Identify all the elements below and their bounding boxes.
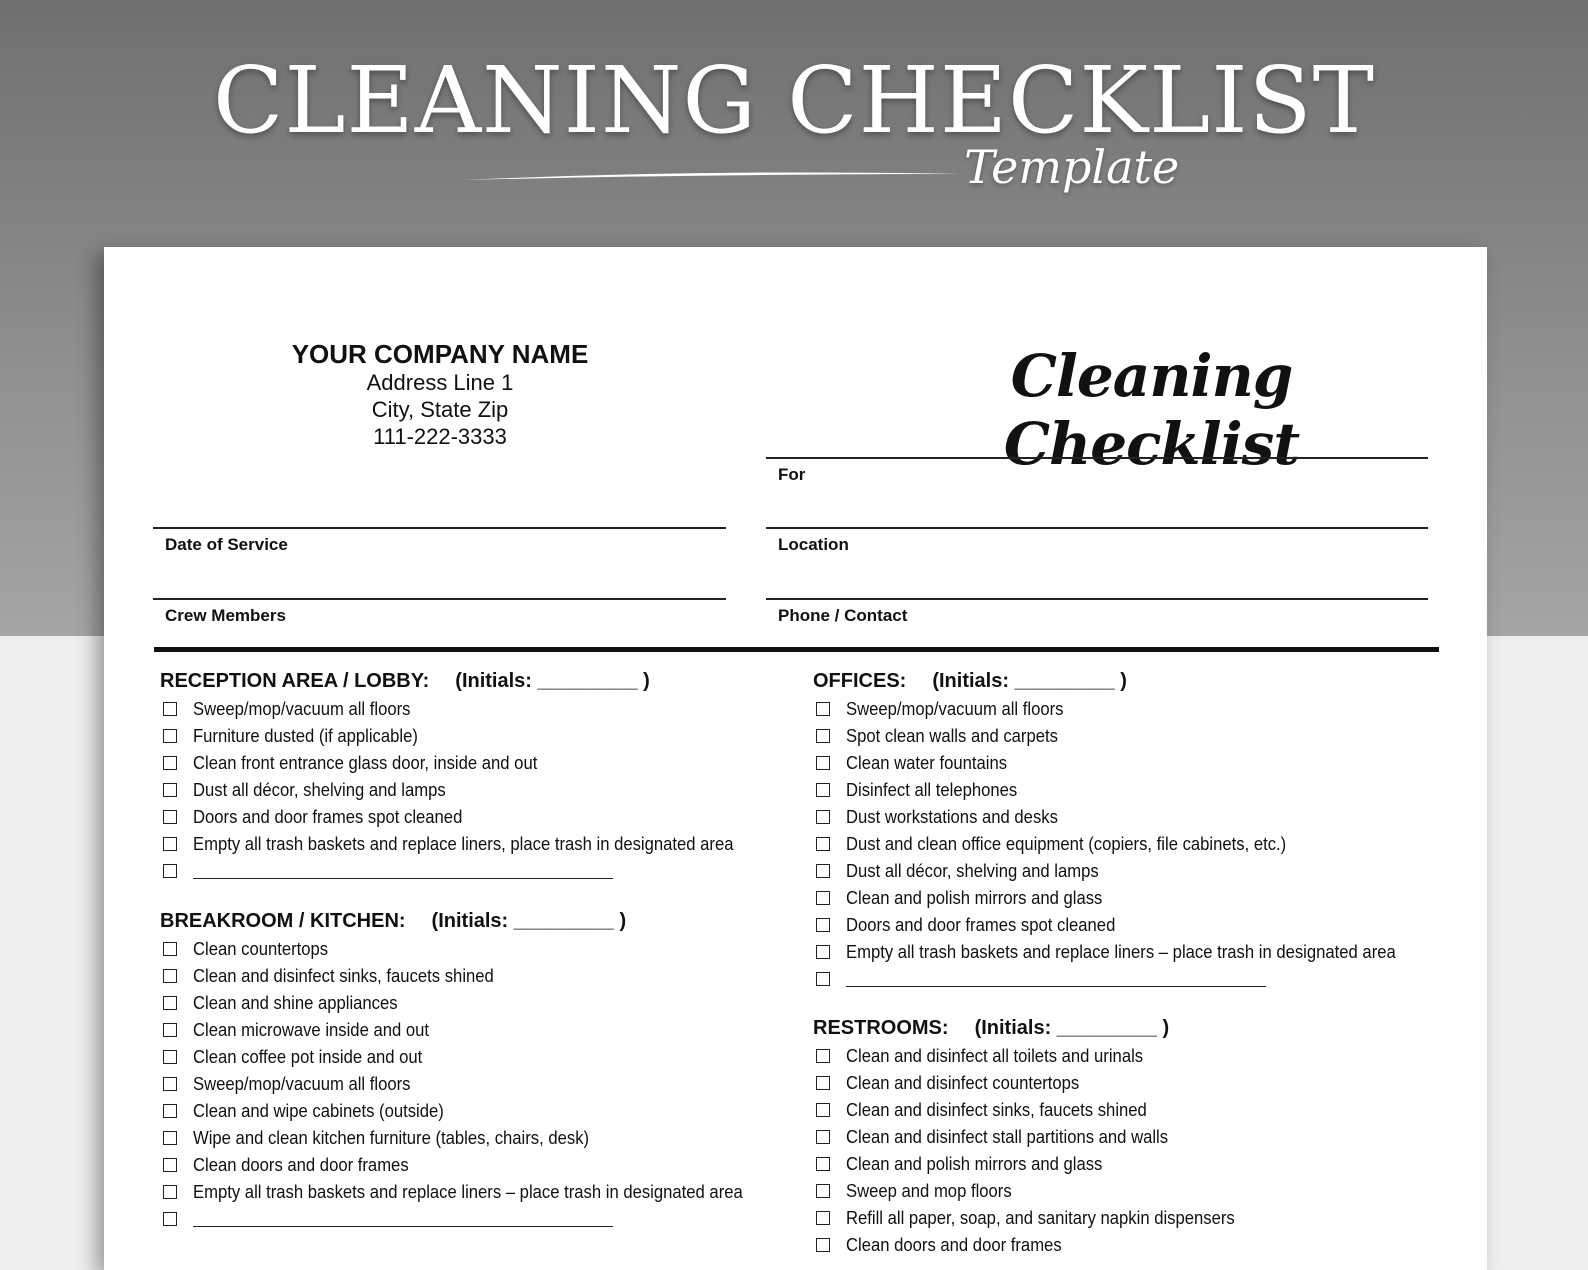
- checkbox[interactable]: [816, 1103, 830, 1117]
- checkbox[interactable]: [163, 864, 177, 878]
- list-item: [813, 938, 1457, 965]
- list-item: [813, 1231, 1278, 1258]
- phone-contact-label: Phone / Contact: [778, 606, 908, 625]
- list-item: [160, 1043, 804, 1070]
- blank-entry-line[interactable]: [193, 862, 613, 879]
- section-breakroom: [160, 908, 804, 1232]
- list-item: [813, 749, 1457, 776]
- section-heading: [160, 668, 794, 695]
- list-item: [160, 695, 794, 722]
- checkbox[interactable]: [816, 1049, 830, 1063]
- list-item: [813, 1123, 1278, 1150]
- item-label: Furniture dusted (if applicable): [193, 724, 418, 746]
- checkbox[interactable]: [816, 729, 830, 743]
- item-label: Wipe and clean kitchen furniture (tables, chairs, desk): [193, 1126, 590, 1148]
- item-label: Clean and polish mirrors and glass: [846, 1152, 1103, 1174]
- list-item: [160, 830, 794, 857]
- checkbox[interactable]: [816, 1238, 830, 1252]
- checkbox[interactable]: [816, 945, 830, 959]
- item-label: Clean doors and door frames: [193, 1153, 409, 1175]
- item-label: Clean and shine appliances: [193, 991, 398, 1013]
- list-item: [813, 1204, 1278, 1231]
- list-item: [160, 1070, 804, 1097]
- item-label: Doors and door frames spot cleaned: [193, 805, 463, 827]
- list-item: [813, 803, 1457, 830]
- list-item: [160, 803, 794, 830]
- checkbox[interactable]: [816, 1157, 830, 1171]
- checkbox[interactable]: [163, 1185, 177, 1199]
- item-label: Sweep/mop/vacuum all floors: [846, 697, 1064, 719]
- list-item: [160, 776, 794, 803]
- company-block: [240, 339, 640, 450]
- list-item: [160, 1124, 804, 1151]
- item-label: Empty all trash baskets and replace liners – place trash in designated area: [846, 940, 1396, 962]
- for-field[interactable]: [766, 457, 1428, 484]
- list-item: [813, 911, 1457, 938]
- checkbox[interactable]: [816, 783, 830, 797]
- location-field[interactable]: [766, 527, 1428, 554]
- list-item-blank: [813, 965, 1457, 992]
- list-item-blank: [160, 857, 794, 884]
- checkbox[interactable]: [816, 864, 830, 878]
- company-phone: 111-222-3333: [373, 424, 507, 449]
- list-item: [813, 1042, 1278, 1069]
- list-item: [160, 1151, 804, 1178]
- list-item: [813, 1150, 1278, 1177]
- list-item: [813, 1177, 1278, 1204]
- company-address-line-2: City, State Zip: [371, 397, 509, 422]
- item-label: Clean front entrance glass door, inside and out: [193, 751, 538, 773]
- hero-subtitle: Template: [964, 140, 1180, 194]
- list-item: [160, 1178, 804, 1205]
- item-label: Clean and disinfect sinks, faucets shined: [846, 1098, 1147, 1120]
- item-label: Clean coffee pot inside and out: [193, 1045, 423, 1067]
- list-item: [813, 857, 1457, 884]
- item-label: Sweep and mop floors: [846, 1179, 1012, 1201]
- checkbox[interactable]: [163, 756, 177, 770]
- checkbox[interactable]: [163, 1212, 177, 1226]
- checkbox[interactable]: [163, 969, 177, 983]
- checkbox[interactable]: [163, 1158, 177, 1172]
- date-of-service-label: Date of Service: [165, 535, 288, 554]
- checkbox[interactable]: [163, 942, 177, 956]
- item-label: Clean and disinfect all toilets and urinals: [846, 1044, 1144, 1066]
- list-item: [160, 749, 794, 776]
- item-label: Clean and polish mirrors and glass: [846, 886, 1103, 908]
- item-label: Clean microwave inside and out: [193, 1018, 430, 1040]
- section-heading: [160, 908, 804, 935]
- list-item: [813, 695, 1457, 722]
- checkbox[interactable]: [816, 918, 830, 932]
- item-label: Clean and disinfect countertops: [846, 1071, 1080, 1093]
- section-heading: [813, 668, 1457, 695]
- item-label: Refill all paper, soap, and sanitary napkin dispensers: [846, 1206, 1235, 1228]
- item-label: Disinfect all telephones: [846, 778, 1018, 800]
- initials-field[interactable]: (Initials: _________ ): [932, 670, 1127, 692]
- company-name: YOUR COMPANY NAME: [291, 339, 589, 369]
- blank-entry-line[interactable]: [846, 970, 1266, 987]
- list-item: [813, 884, 1457, 911]
- list-item: [160, 962, 804, 989]
- checkbox[interactable]: [816, 1130, 830, 1144]
- item-label: Clean water fountains: [846, 751, 1008, 773]
- blank-entry-line[interactable]: [193, 1210, 613, 1227]
- hero-swoosh-line: [462, 171, 962, 183]
- checkbox[interactable]: [816, 1076, 830, 1090]
- checkbox[interactable]: [163, 1104, 177, 1118]
- section-title: RECEPTION AREA / LOBBY:: [160, 670, 430, 692]
- checkbox[interactable]: [163, 1050, 177, 1064]
- item-label: Sweep/mop/vacuum all floors: [193, 1072, 411, 1094]
- item-label: Doors and door frames spot cleaned: [846, 913, 1116, 935]
- checkbox[interactable]: [163, 783, 177, 797]
- phone-contact-field[interactable]: [766, 598, 1428, 625]
- checkbox[interactable]: [163, 996, 177, 1010]
- section-heading: [813, 1015, 1278, 1042]
- checkbox[interactable]: [163, 1023, 177, 1037]
- section-title: OFFICES:: [813, 670, 907, 692]
- section-title: RESTROOMS:: [813, 1017, 949, 1039]
- for-label: For: [778, 465, 806, 484]
- checkbox[interactable]: [163, 729, 177, 743]
- checklist-paper: [104, 247, 1487, 1270]
- hero-title: CLEANING CHECKLIST: [213, 47, 1375, 154]
- item-label: Clean doors and door frames: [846, 1233, 1062, 1255]
- crew-members-field[interactable]: [153, 598, 726, 625]
- section-reception: [160, 668, 794, 884]
- checkbox[interactable]: [816, 1184, 830, 1198]
- item-label: Clean and disinfect stall partitions and walls: [846, 1125, 1169, 1147]
- item-label: Dust workstations and desks: [846, 805, 1058, 827]
- item-label: Sweep/mop/vacuum all floors: [193, 697, 411, 719]
- section-title: BREAKROOM / KITCHEN:: [160, 910, 406, 932]
- header-divider: [154, 647, 1439, 652]
- section-offices: [813, 668, 1457, 992]
- initials-field[interactable]: (Initials: _________ ): [455, 670, 650, 692]
- item-label: Empty all trash baskets and replace liners – place trash in designated area: [193, 1180, 743, 1202]
- crew-members-label: Crew Members: [165, 606, 286, 625]
- checkbox[interactable]: [163, 1077, 177, 1091]
- list-item: [813, 776, 1457, 803]
- checkbox[interactable]: [816, 702, 830, 716]
- checkbox[interactable]: [163, 810, 177, 824]
- list-item-blank: [160, 1205, 804, 1232]
- list-item: [160, 989, 804, 1016]
- list-item: [160, 935, 804, 962]
- item-label: Dust all décor, shelving and lamps: [193, 778, 446, 800]
- date-of-service-field[interactable]: [153, 527, 726, 554]
- list-item: [160, 1097, 804, 1124]
- section-restrooms: [813, 1015, 1278, 1258]
- checkbox[interactable]: [163, 702, 177, 716]
- checkbox[interactable]: [816, 972, 830, 986]
- checkbox[interactable]: [816, 891, 830, 905]
- checkbox[interactable]: [816, 810, 830, 824]
- list-item: [813, 1069, 1278, 1096]
- list-item: [813, 722, 1457, 749]
- location-label: Location: [778, 535, 849, 554]
- initials-field[interactable]: (Initials: _________ ): [974, 1017, 1170, 1039]
- checkbox[interactable]: [163, 1131, 177, 1145]
- item-label: Dust and clean office equipment (copiers, file cabinets, etc.): [846, 832, 1287, 854]
- item-label: Clean countertops: [193, 937, 329, 959]
- list-item: [160, 722, 794, 749]
- item-label: Empty all trash baskets and replace liners, place trash in designated area: [193, 832, 734, 854]
- list-item: [813, 1096, 1278, 1123]
- item-label: Spot clean walls and carpets: [846, 724, 1058, 746]
- list-item: [160, 1016, 804, 1043]
- checkbox[interactable]: [816, 756, 830, 770]
- initials-field[interactable]: (Initials: _________ ): [431, 910, 627, 932]
- checkbox[interactable]: [163, 837, 177, 851]
- checkbox[interactable]: [816, 837, 830, 851]
- checkbox[interactable]: [816, 1211, 830, 1225]
- item-label: Dust all décor, shelving and lamps: [846, 859, 1099, 881]
- document-title: Cleaning Checklist: [1003, 342, 1300, 478]
- company-address-line-1: Address Line 1: [366, 370, 514, 395]
- item-label: Clean and disinfect sinks, faucets shined: [193, 964, 494, 986]
- list-item: [813, 830, 1457, 857]
- item-label: Clean and wipe cabinets (outside): [193, 1099, 444, 1121]
